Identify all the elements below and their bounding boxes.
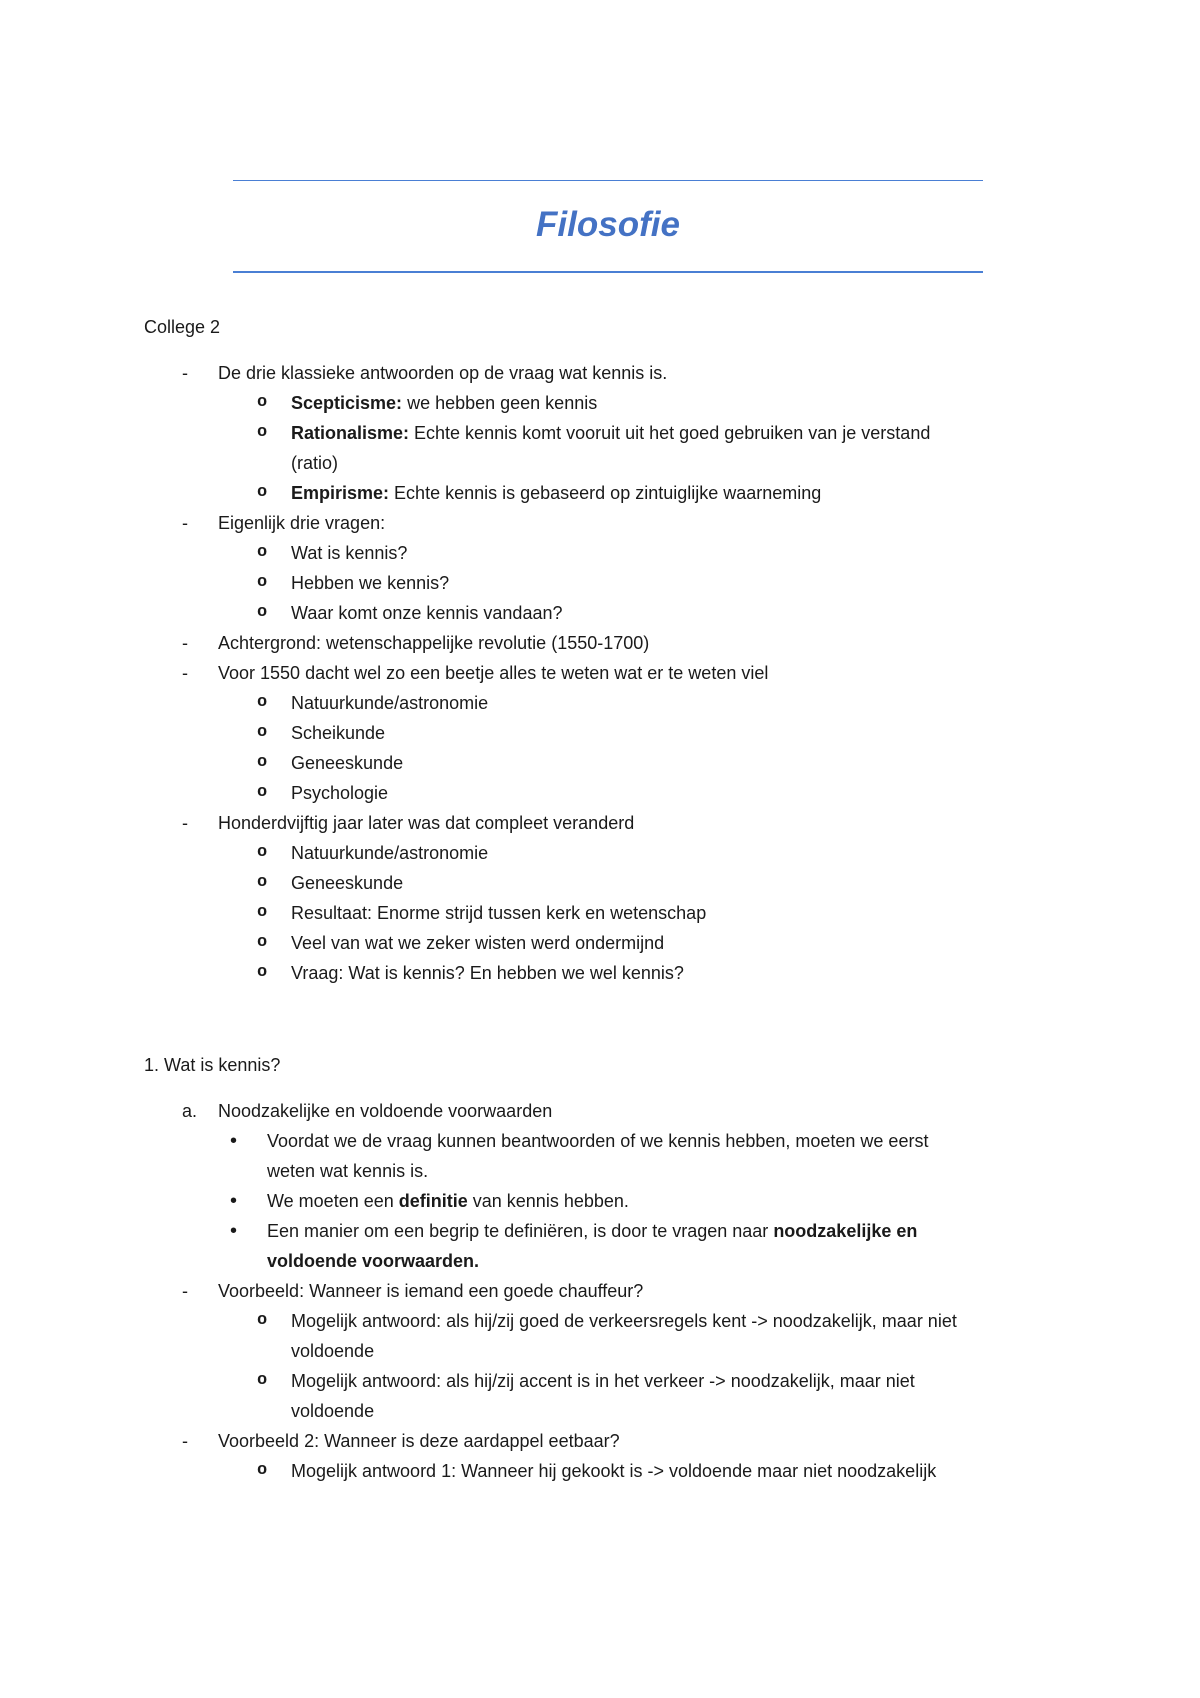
list-item: o Mogelijk antwoord 1: Wanneer hij gekookt is -> voldoende maar niet noodzakelijk: [257, 1461, 937, 1481]
list-item: - Voorbeeld 2: Wanneer is deze aardappel eetbaar?: [182, 1431, 620, 1451]
list-item: o Veel van wat we zeker wisten werd ondermijnd: [257, 933, 665, 953]
list-item: o Mogelijk antwoord: als hij/zij goed de verkeersregels kent -> noodzakelijk, maar niet: [257, 1311, 957, 1331]
list-item: o Geneeskunde: [257, 873, 404, 893]
list-item: o Wat is kennis?: [257, 543, 408, 563]
section-heading: 1. Wat is kennis?: [144, 1055, 281, 1075]
list-item: - Eigenlijk drie vragen:: [182, 513, 386, 533]
list-item-continuation: weten wat kennis is.: [267, 1161, 429, 1181]
list-item: o Rationalisme: Echte kennis komt vooruit uit het goed gebruiken van je verstand: [257, 423, 931, 443]
list-item: o Waar komt onze kennis vandaan?: [257, 603, 563, 623]
list-item-continuation: voldoende: [291, 1401, 375, 1421]
list-item: • Een manier om een begrip te definiëren, is door te vragen naar noodzakelijke en: [230, 1220, 918, 1242]
list-item: - Voor 1550 dacht wel zo een beetje alles te weten wat er te weten viel: [182, 663, 769, 683]
list-item-continuation: voldoende: [291, 1341, 375, 1361]
list-item-continuation: (ratio): [291, 453, 339, 473]
list-item: o Resultaat: Enorme strijd tussen kerk en wetenschap: [257, 903, 707, 923]
list-item: o Natuurkunde/astronomie: [257, 843, 489, 863]
list-item: • Voordat we de vraag kunnen beantwoorden of we kennis hebben, moeten we eerst: [230, 1130, 929, 1152]
list-item: o Geneeskunde: [257, 753, 404, 773]
list-item: o Scepticisme: we hebben geen kennis: [257, 393, 598, 413]
list-item: o Empirisme: Echte kennis is gebaseerd op zintuiglijke waarneming: [257, 483, 822, 503]
college-heading: College 2: [144, 317, 221, 337]
list-item: o Hebben we kennis?: [257, 573, 450, 593]
list-item: o Scheikunde: [257, 723, 386, 743]
document-title: Filosofie: [536, 205, 680, 244]
list-item: • We moeten een definitie van kennis hebben.: [230, 1190, 629, 1212]
title-rule-top: [233, 180, 983, 181]
list-item: - De drie klassieke antwoorden op de vraag wat kennis is.: [182, 363, 668, 383]
list-item-continuation: voldoende voorwaarden.: [267, 1251, 480, 1271]
list-item: - Voorbeeld: Wanneer is iemand een goede chauffeur?: [182, 1281, 644, 1301]
title-rule-bottom: [233, 271, 983, 273]
list-item: o Psychologie: [257, 783, 389, 803]
list-item: o Vraag: Wat is kennis? En hebben we wel kennis?: [257, 963, 684, 983]
list-item: o Mogelijk antwoord: als hij/zij accent is in het verkeer -> noodzakelijk, maar niet: [257, 1371, 915, 1391]
list-item: o Natuurkunde/astronomie: [257, 693, 489, 713]
document-body: [144, 312, 1064, 1486]
list-item: a. Noodzakelijke en voldoende voorwaarden: [182, 1101, 553, 1121]
list-item: - Achtergrond: wetenschappelijke revolutie (1550-1700): [182, 633, 650, 653]
list-item: - Honderdvijftig jaar later was dat compleet veranderd: [182, 813, 635, 833]
